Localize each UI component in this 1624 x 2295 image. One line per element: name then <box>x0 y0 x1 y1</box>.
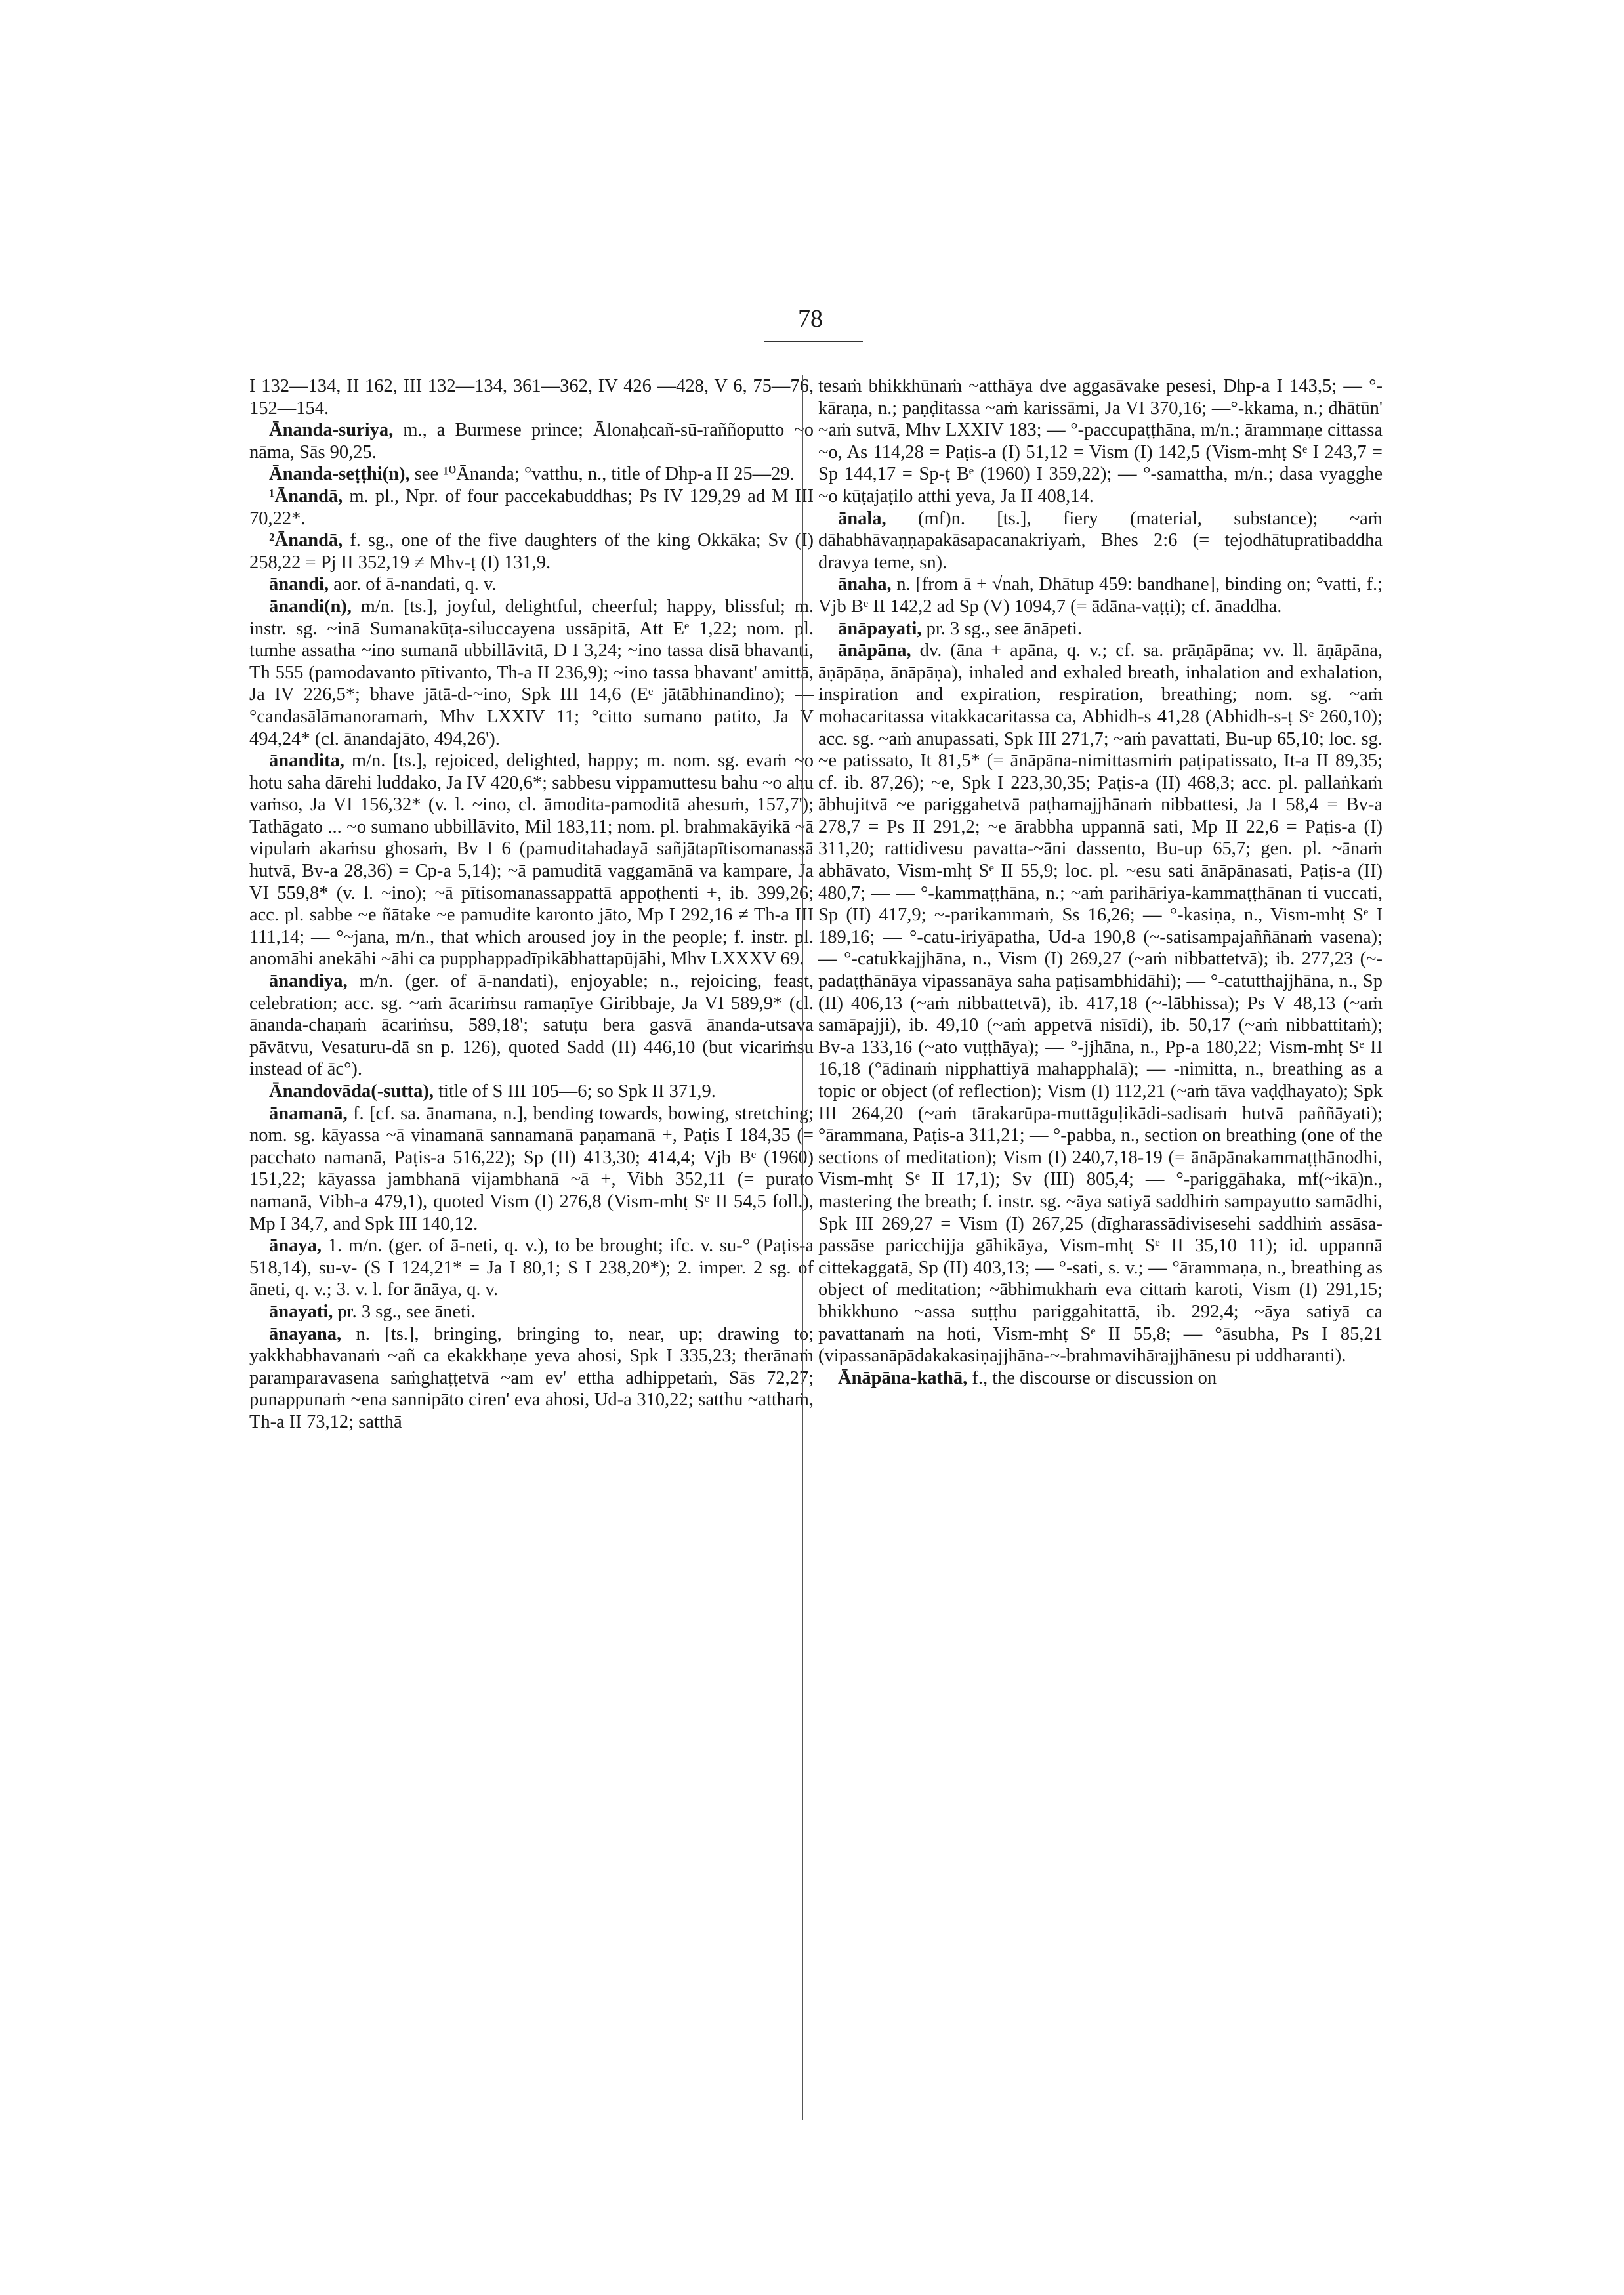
entry-text: f. [cf. sa. ānamana, n.], bending towards, bowing, stretching; nom. sg. kāyassa ~ā vinamanā sannamanā paṇamanā +, Paṭis I 184,35 (= pacchato namanā, Paṭis-a 516,22); Sp (II) 413,30; 414,4; Vjb Bᵉ (1960) 151,22; kāyassa jambhanā vijambhanā ~ā +, Vibh 352,11 (= purato namanā, Vibh-a 479,1), quoted Vism (I) 276,8 (Vism-mhṭ Sᵉ II 54,5 foll.), Mp I 34,7, and Spk III 140,12. <box>249 1103 814 1234</box>
entry-text: m/n. [ts.], rejoiced, delighted, happy; m. nom. sg. evaṁ ~o hotu saha dārehi luddako, Ja IV 420,6*; sabbesu vippamuttesu bahu ~o ahu vaṁso, Ja VI 156,32* (v. l. ~ino, cl. āmodita-pamoditā ahesuṁ, 157,7'); Tathāgato ... ~o sumano ubbillāvito, Mil 183,11; nom. pl. brahmakāyikā ~ā vipulaṁ akaṁsu ghosaṁ, Bv I 6 (pamuditahadayā sañjātapītisomanassā hutvā, Bv-a 28,36) = Cp-a 5,14); ~ā pamuditā vaggamānā va kampare, Ja VI 559,8* (v. l. ~ino); ~ā pītisomanassappattā appoṭhenti +, ib. 399,26; acc. pl. sabbe ~e ñātake ~e pamudite karonto jāto, Mp I 292,16 ≠ Th-a III 111,14; — °~jana, m/n., that which aroused joy in the people; f. instr. pl. anomāhi anekāhi ~āhi ca pupphappadīpikābhattapūjāhi, Mhv LXXXV 69. <box>249 751 814 970</box>
entry-headword: ānaya, <box>269 1235 322 1256</box>
entry-headword: ānāpayati, <box>838 618 922 639</box>
entry-headword: ānandi, <box>269 574 329 595</box>
entry-text: m/n. [ts.], joyful, delightful, cheerful; happy, blissful; m. instr. sg. ~inā Sumanakūṭa-siluccayena ussāpitā, Att Eᵉ 1,22; nom. pl. tumhe assatha ~ino sumanā ubbillāvitā, D I 3,24; ~ino tassa disā bhavanti, Th 555 (pamodavanto pītivanto, Th-a II 236,9); ~ino tassa bhavant' amittā, Ja IV 226,5*; bhave jātā-d-~ino, Spk III 14,6 (Eᵉ jātābhinandino); — °candasālāmanoramaṁ, Mhv LXXIV 11; °citto sumano patito, Ja V 494,24* (cl. ānandajāto, 494,26'). <box>249 596 814 749</box>
dictionary-entry <box>249 596 814 750</box>
dictionary-entry <box>249 750 814 970</box>
entry-text: f., the discourse or discussion on <box>967 1367 1217 1388</box>
page-number-rule <box>764 341 863 342</box>
dictionary-entry <box>818 508 1383 574</box>
entry-text: n. [from ā + √nah, Dhātup 459: bandhane], binding on; °vatti, f.; Vjb Bᵉ II 142,2 ad Sp (V) 1094,7 (= ādāna-vaṭṭi); cf. ānaddha. <box>818 574 1383 617</box>
dictionary-entry <box>249 1081 814 1103</box>
entry-text: f. sg., one of the five daughters of the king Okkāka; Sv (I) 258,22 = Pj II 352,19 ≠ Mhv-ṭ (I) 131,9. <box>249 530 814 573</box>
entry-headword: ānāpāna, <box>838 640 911 661</box>
entry-text: pr. 3 sg., see ānāpeti. <box>921 618 1083 639</box>
entry-headword: ²Ānandā, <box>269 530 343 551</box>
entry-text: pr. 3 sg., see āneti. <box>333 1301 476 1322</box>
dictionary-entry <box>249 573 814 596</box>
entry-text: title of S III 105—6; so Spk II 371,9. <box>434 1081 716 1102</box>
dictionary-entry <box>249 463 814 486</box>
dictionary-entry <box>249 970 814 1081</box>
dictionary-entry <box>249 486 814 529</box>
entry-headword: ānandita, <box>269 751 344 772</box>
dictionary-entry <box>249 1323 814 1434</box>
entry-headword: ānayati, <box>269 1301 333 1322</box>
entry-text: m. pl., Npr. of four paccekabuddhas; Ps IV 129,29 ad M III 70,22*. <box>249 486 814 529</box>
entry-text: see ¹⁰Ānanda; °vatthu, n., title of Dhp-a II 25—29. <box>409 464 795 485</box>
column-divider <box>802 375 803 2120</box>
dictionary-entry <box>818 640 1383 1367</box>
entry-text: 1. m/n. (ger. of ā-neti, q. v.), to be brought; ifc. v. su-° (Paṭis-a 518,14), su-v- (S I 124,21* = Ja I 80,1; S I 238,20*); 2. imper. 2 sg. of āneti, q. v.; 3. v. l. for ānāya, q. v. <box>249 1235 814 1300</box>
entry-text: dv. (āna + apāna, q. v.; cf. sa. prāṇāpāna; vv. ll. āṇāpāna, āṇāpāṇa, ānāpāṇa), inhaled and exhaled breath, inhalation and exhalation, inspiration and expiration, respiration, breathing; nom. sg. ~aṁ mohacaritassa vitakkacaritassa ca, Abhidh-s 41,28 (Abhidh-s-ṭ Sᵉ 260,10); acc. sg. ~aṁ anupassati, Spk III 271,7; ~aṁ pavattati, Bu-up 65,10; loc. sg. ~e patissato, It 81,5* (= ānāpāna-nimittasmiṁ paṭipatissato, It-a II 89,35; cf. ib. 87,26); ~e, Spk I 223,30,35; Paṭis-a (II) 468,3; acc. pl. pallaṅkaṁ ābhujitvā ~e pariggahetvā paṭhamajjhānaṁ nibbattesi, Ja I 58,4 = Bv-a 278,7 = Ps II 291,2; ~e ārabbha uppannā sati, Mp II 22,6 = Paṭis-a (I) 311,20; rattidivesu pavatta-~āni dassento, Bu-up 65,7; gen. pl. ~ānaṁ abhāvato, Vism-mhṭ Sᵉ II 55,9; loc. pl. ~esu sati ānāpānasati, Paṭis-a (II) 480,7; — — °-kammaṭṭhāna, n.; ~aṁ parihāriya-kammaṭṭhānan ti vuccati, Sp (II) 417,9; ~-parikammaṁ, Ss 16,26; — °-kasiṇa, n., Vism-mhṭ Sᵉ I 189,16; — °-catu-iriyāpatha, Ud-a 190,8 (~-satisampajaññānaṁ vasena); — °-catukkajjhāna, n., Vism (I) 269,27 (~aṁ nibbattetvā); ib. 277,23 (~-padaṭṭhānāya vipassanāya saha paṭisambhidāhi); — °-catutthajjhāna, n., Sp (II) 406,13 (~aṁ nibbattetvā), ib. 417,18 (~-lābhissa); Ps V 48,13 (~aṁ samāpajji), ib. 49,10 (~aṁ appetvā nisīdi), ib. 50,17 (~aṁ nibbattitaṁ); Bv-a 133,16 (~ato vuṭṭhāya); — °-jjhāna, n., Pp-a 180,22; Vism-mhṭ Sᵉ II 16,18 (°ādinaṁ nipphattiyā mahapphalā); — -nimitta, n., breathing as a topic or object (of reflection); Vism (I) 112,21 (~aṁ tāva vaḍḍhayato); Spk III 264,20 (~aṁ tārakarūpa-muttāguḷikādi-sadisaṁ hutvā paññāyati); °ārammana, Paṭis-a 311,21; — °-pabba, n., section on breathing (one of the sections of meditation); Vism (I) 240,7,18-19 (= ānāpānakammaṭṭhānodhi, Vism-mhṭ Sᵉ II 17,1); Sv (III) 805,4; — °-pariggāhaka, mf(~ikā)n., mastering the breath; f. instr. sg. ~āya satiyā saddhiṁ sampayutto samādhi, Spk III 269,27 = Vism (I) 267,25 (dīgharassādivisesehi saddhiṁ assāsa-passāse paricchijja gāhikāya, Vism-mhṭ Sᵉ II 35,10 11); id. uppannā cittekaggatā, Sp (II) 403,13; — °-sati, s. v.; — °ārammaṇa, n., breathing as object of meditation; ~ābhimukhaṁ eva cittaṁ karoti, Vism (I) 291,15; bhikkhuno ~assa suṭṭhu pariggahitattā, ib. 292,4; ~āya satiyā ca pavattanaṁ na hoti, Vism-mhṭ Sᵉ II 55,8; — °āsubha, Ps I 85,21 (vipassanāpādakakasiṇajjhāna-~-brahmavihārajjhānesu pi uddharanti). <box>818 640 1383 1367</box>
left-column <box>249 375 814 1434</box>
entry-headword: Ānanda-seṭṭhi(n), <box>269 464 410 485</box>
entry-text: m/n. (ger. of ā-nandati), enjoyable; n., rejoicing, feast, celebration; acc. sg. ~aṁ ācariṁsu ramaṇīye Giribbaje, Ja VI 589,9* (cl. ānanda-chaṇaṁ ācariṁsu, 589,18'; satuṭu bera gasvā ānanda-utsava pāvātvu, Vesaturu-dā sn p. 126), quoted Sadd (II) 446,10 (but vicariṁsu instead of āc°). <box>249 971 814 1080</box>
right-column <box>818 375 1383 1389</box>
dictionary-entry <box>818 618 1383 640</box>
entry-headword: ānandi(n), <box>269 596 352 617</box>
entry-headword: ānayana, <box>269 1323 342 1344</box>
entry-headword: ānandiya, <box>269 971 348 992</box>
entry-text: aor. of ā-nandati, q. v. <box>329 574 497 595</box>
entry-headword: Ānāpāna-kathā, <box>838 1367 968 1388</box>
entry-headword: ¹Ānandā, <box>269 486 343 507</box>
page-number: 78 <box>798 305 823 333</box>
dictionary-entry <box>818 1367 1383 1390</box>
entry-text: tesaṁ bhikkhūnaṁ ~atthāya dve aggasāvake pesesi, Dhp-a I 143,5; — °-kāraṇa, n.; paṇḍitassa ~aṁ karissāmi, Ja VI 370,16; —°-kkama, n.; dhātūn' ~aṁ sutvā, Mhv LXXIV 183; — °-paccupaṭṭhāna, m/n.; ārammaṇe cittassa ~o, As 114,28 = Paṭis-a (I) 51,12 = Vism (I) 142,5 (Vism-mhṭ Sᵉ I 243,7 = Sp 144,17 = Sp-ṭ Bᵉ (1960) I 359,22); — °-samattha, m/n.; dasa vyagghe ~o kūṭajaṭilo atthi yeva, Ja II 408,14. <box>818 376 1383 507</box>
entry-headword: Ānandovāda(-sutta), <box>269 1081 434 1102</box>
entry-headword: Ānanda-suriya, <box>269 420 394 441</box>
entry-headword: ānamanā, <box>269 1103 348 1124</box>
entry-text: n. [ts.], bringing, bringing to, near, up; drawing to; yakkhabhavanaṁ ~añ ca ekakkhaṇe yeva ahosi, Spk I 335,23; therānaṁ paramparavasena saṁghaṭṭetvā ~am ev' ettha adhippetaṁ, Sās 72,27; punappunaṁ ~ena sannipāto ciren' eva ahosi, Ud-a 310,22; satthu ~atthaṁ, Th-a II 73,12; satthā <box>249 1323 814 1432</box>
dictionary-entry <box>818 375 1383 508</box>
entry-headword: ānala, <box>838 508 886 529</box>
dictionary-entry <box>249 375 814 419</box>
dictionary-entry <box>249 1235 814 1301</box>
dictionary-entry <box>249 1103 814 1235</box>
entry-text: (mf)n. [ts.], fiery (material, substance); ~aṁ dāhabhāvaṇṇapakāsapacanakriyaṁ, Bhes 2:6 (= tejodhātupratibaddha dravya teme, sn). <box>818 508 1383 573</box>
entry-text: m., a Burmese prince; Ālonaḥcañ-sū-raññoputto ~o nāma, Sās 90,25. <box>249 420 814 463</box>
dictionary-entry <box>818 573 1383 617</box>
dictionary-entry <box>249 529 814 573</box>
dictionary-entry <box>249 1301 814 1323</box>
dictionary-entry <box>249 419 814 463</box>
entry-text: I 132—134, II 162, III 132—134, 361—362, IV 426 —428, V 6, 75—76, 152—154. <box>249 376 814 419</box>
entry-headword: ānaha, <box>838 574 892 595</box>
